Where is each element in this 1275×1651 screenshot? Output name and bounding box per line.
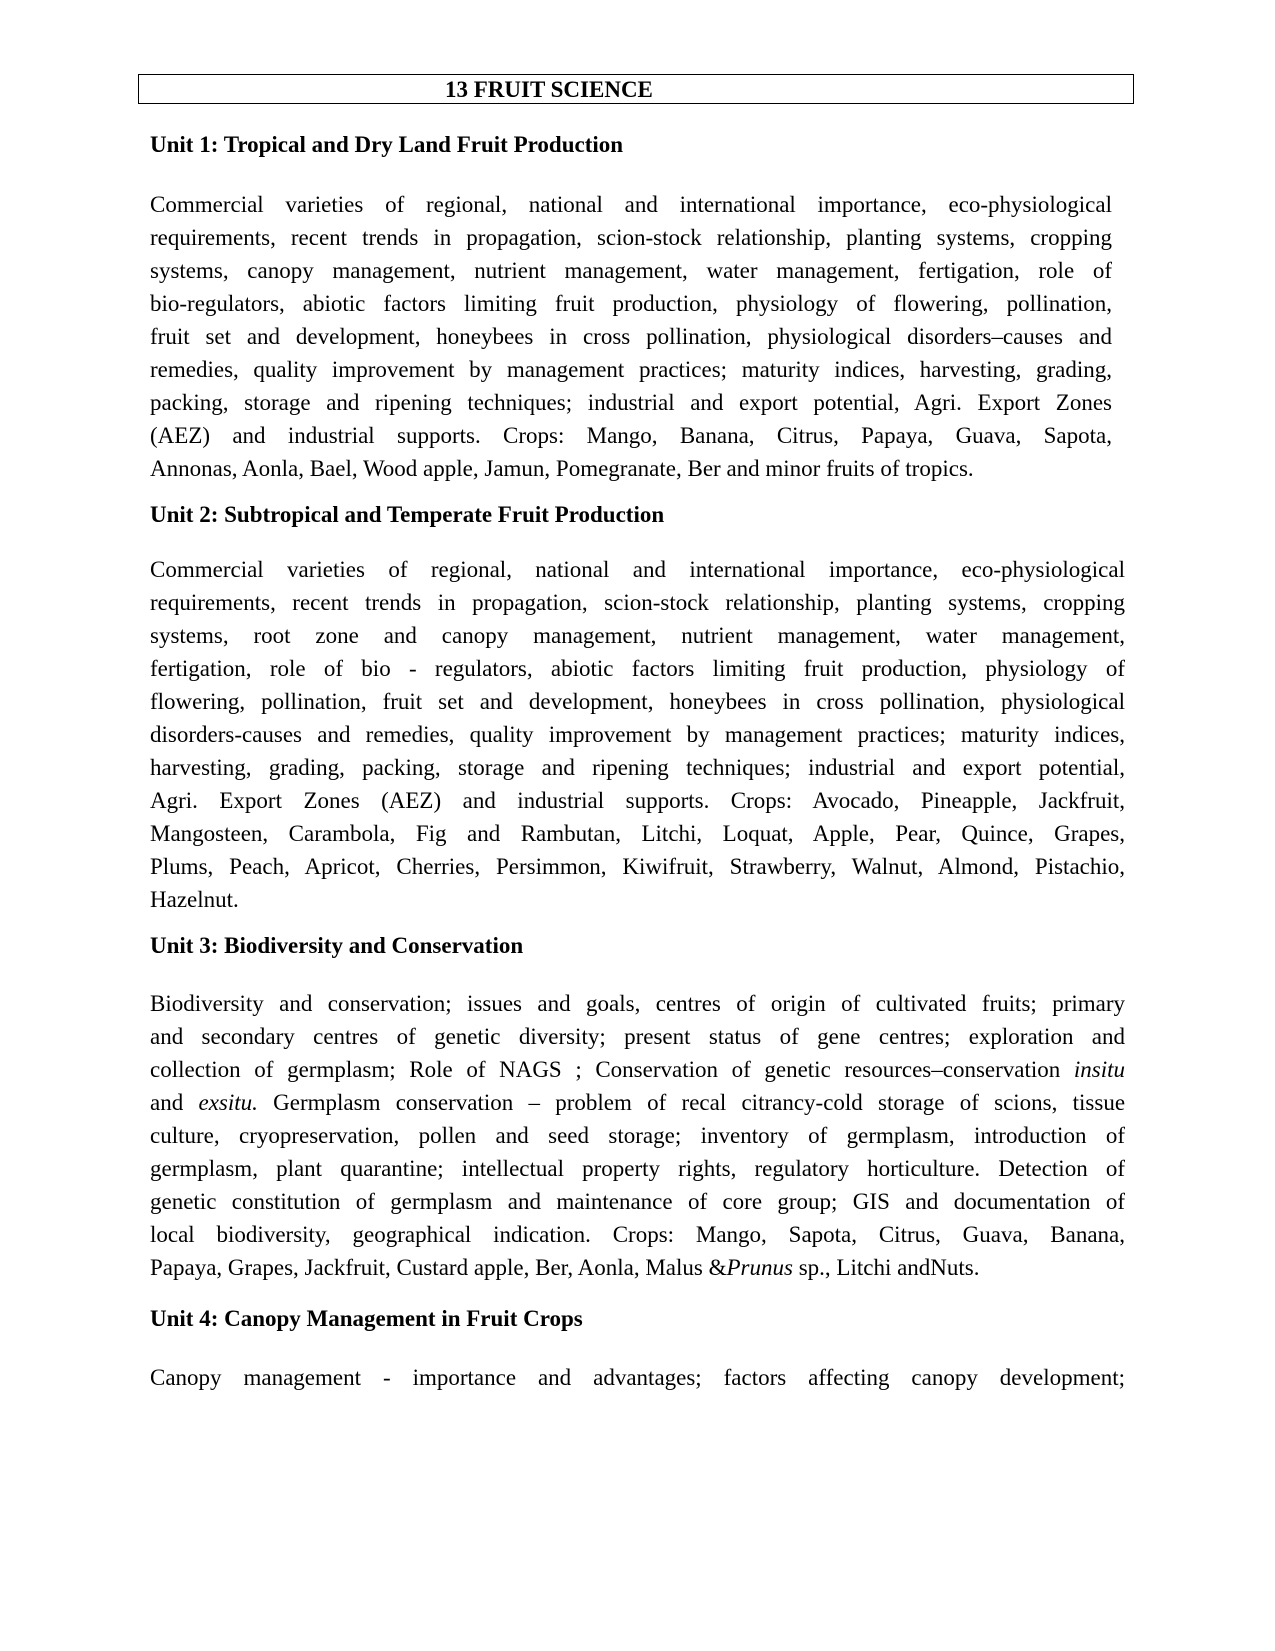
unit-3-body xyxy=(150,987,1125,1284)
unit-3-italic-term: Prunus xyxy=(726,1255,793,1280)
unit-2-heading: Unit 2: Subtropical and Temperate Fruit Production xyxy=(150,502,665,527)
unit-4-heading: Unit 4: Canopy Management in Fruit Crops xyxy=(150,1306,583,1331)
unit-2-line: disorders-causes and remedies, quality improvement by management practices; maturity indices, xyxy=(150,722,1125,747)
unit-2-line: flowering, pollination, fruit set and development, honeybees in cross pollination, physiological xyxy=(150,689,1125,714)
unit-3-line xyxy=(150,1086,1125,1119)
unit-2-line: systems, root zone and canopy management, nutrient management, water management, xyxy=(150,623,1125,648)
unit-3-italic-term: insitu xyxy=(1073,1057,1125,1082)
unit-4-body xyxy=(150,1361,1125,1394)
unit-3-line: Biodiversity and conservation; issues and goals, centres of origin of cultivated fruits; primary xyxy=(150,991,1125,1016)
unit-1-line: fruit set and development, honeybees in cross pollination, physiological disorders–causes and xyxy=(150,324,1112,349)
unit-2-line: Hazelnut. xyxy=(150,887,239,912)
unit-3-text: Papaya, Grapes, Jackfruit, Custard apple, Ber, Aonla, Malus & xyxy=(150,1255,727,1280)
unit-3-text: sp., Litchi andNuts. xyxy=(798,1255,980,1280)
unit-2-line: Commercial varieties of regional, national and international importance, eco-physiological xyxy=(150,557,1125,582)
unit-1-line: Annonas, Aonla, Bael, Wood apple, Jamun, Pomegranate, Ber and minor fruits of tropics. xyxy=(150,456,974,481)
unit-2-line: Plums, Peach, Apricot, Cherries, Persimmon, Kiwifruit, Strawberry, Walnut, Almond, Pistachio, xyxy=(150,854,1125,879)
unit-3-line xyxy=(150,1251,1125,1284)
unit-1-body xyxy=(150,188,1112,485)
unit-1-line: remedies, quality improvement by management practices; maturity indices, harvesting, grading, xyxy=(150,357,1112,382)
unit-2-line: harvesting, grading, packing, storage and ripening techniques; industrial and export potential, xyxy=(150,755,1125,780)
unit-1-line: bio-regulators, abiotic factors limiting fruit production, physiology of flowering, pollination, xyxy=(150,291,1112,316)
unit-2-line: Agri. Export Zones (AEZ) and industrial supports. Crops: Avocado, Pineapple, Jackfruit, xyxy=(150,788,1125,813)
unit-2-body xyxy=(150,553,1125,916)
unit-3-line: local biodiversity, geographical indication. Crops: Mango, Sapota, Citrus, Guava, Banana, xyxy=(150,1222,1125,1247)
unit-3-italic-term: exsitu. xyxy=(198,1090,258,1115)
unit-3-text: collection of germplasm; Role of NAGS ; Conservation of genetic resources–conservation xyxy=(150,1057,1061,1082)
unit-3-text: and xyxy=(150,1090,184,1115)
unit-1-line: (AEZ) and industrial supports. Crops: Mango, Banana, Citrus, Papaya, Guava, Sapota, xyxy=(150,423,1112,448)
page-title-box xyxy=(138,74,1134,104)
unit-2-line: fertigation, role of bio - regulators, abiotic factors limiting fruit production, physiology of xyxy=(150,656,1125,681)
page-title: 13 FRUIT SCIENCE xyxy=(445,77,653,102)
unit-3-line: genetic constitution of germplasm and maintenance of core group; GIS and documentation of xyxy=(150,1189,1125,1214)
unit-2-line: Mangosteen, Carambola, Fig and Rambutan, Litchi, Loquat, Apple, Pear, Quince, Grapes, xyxy=(150,821,1125,846)
unit-1-line: Commercial varieties of regional, national and international importance, eco-physiological xyxy=(150,192,1112,217)
unit-1-line: systems, canopy management, nutrient management, water management, fertigation, role of xyxy=(150,258,1112,283)
unit-3-line xyxy=(150,1053,1125,1086)
unit-3-line: and secondary centres of genetic diversity; present status of gene centres; exploration and xyxy=(150,1024,1125,1049)
unit-3-line: culture, cryopreservation, pollen and seed storage; inventory of germplasm, introduction of xyxy=(150,1123,1125,1148)
unit-1-line: packing, storage and ripening techniques; industrial and export potential, Agri. Export Zones xyxy=(150,390,1112,415)
unit-3-line: germplasm, plant quarantine; intellectual property rights, regulatory horticulture. Detection of xyxy=(150,1156,1125,1181)
unit-3-heading: Unit 3: Biodiversity and Conservation xyxy=(150,933,524,958)
unit-1-line: requirements, recent trends in propagation, scion-stock relationship, planting systems, cropping xyxy=(150,225,1112,250)
unit-2-line: requirements, recent trends in propagation, scion-stock relationship, planting systems, cropping xyxy=(150,590,1125,615)
unit-1-heading: Unit 1: Tropical and Dry Land Fruit Production xyxy=(150,132,624,157)
unit-3-text: Germplasm conservation – problem of recal citrancy-cold storage of scions, tissue xyxy=(273,1090,1125,1115)
unit-4-line: Canopy management - importance and advantages; factors affecting canopy development; xyxy=(150,1365,1125,1390)
